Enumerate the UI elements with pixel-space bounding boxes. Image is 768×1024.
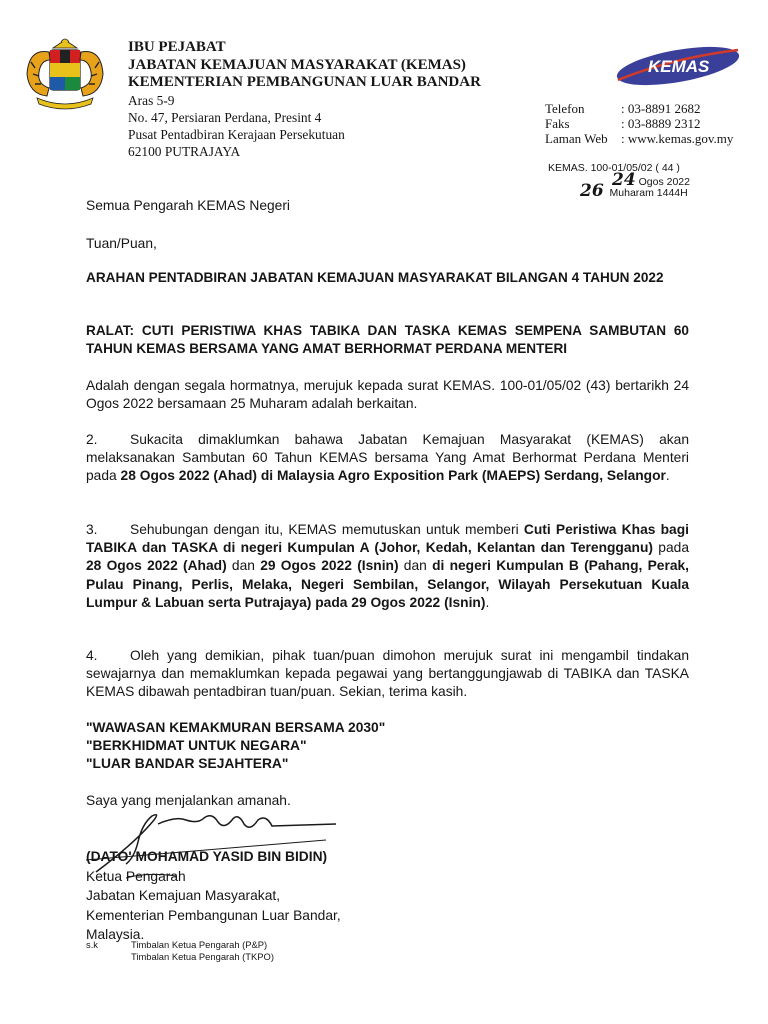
org-name-line3: KEMENTERIAN PEMBANGUNAN LUAR BANDAR — [128, 74, 481, 90]
address-line: 62100 PUTRAJAYA — [128, 143, 241, 159]
kemas-logo — [612, 40, 742, 90]
paragraph-number: 2. — [86, 432, 98, 447]
logo-text: KEMAS — [648, 57, 710, 76]
signatory-line: Malaysia. — [86, 927, 145, 942]
cc-label: s.k — [86, 939, 98, 950]
signatory-name: (DATO' MOHAMAD YASID BIN BIDIN) — [86, 849, 328, 864]
cc-recipient: Timbalan Ketua Pengarah (P&P) — [131, 939, 268, 950]
contact-row: Faks : 03-8889 2312 — [545, 116, 701, 131]
address-line: No. 47, Persiaran Perdana, Presint 4 — [128, 109, 322, 125]
paragraph-number: 4. — [86, 648, 98, 663]
paragraph-2: 2. Sukacita dimaklumkan bahawa Jabatan Kemajuan Masyarakat (KEMAS) akan melaksanakan Sambutan 60 Tahun KEMAS bersama Yang Amat Berhormat Perdana Menteri pada 28 Ogos 2022 (Ahad) di Malaysia Agro Exposition Park (MAEPS) Serdang, Selangor. — [86, 432, 689, 484]
signatory-line: Jabatan Kemajuan Masyarakat, — [86, 888, 281, 903]
contact-block — [545, 101, 733, 146]
paragraph-3: 3. Sehubungan dengan itu, KEMAS memutuskan untuk memberi Cuti Peristiwa Khas bagi TABIKA dan TASKA di negeri Kumpulan A (Johor, Kedah, Kelantan dan Terengganu) pada 28 Ogos 2022 (Ahad) dan 29 Ogos 2022 (Isnin) dan di negeri Kumpulan B (Pahang, Perak, Pulau Pinang, Perlis, Melaka, Negeri Sembilan, Selangor, Wilayah Persekutuan Kuala Lumpur & Labuan serta Putrajaya) pada 29 Ogos 2022 (Isnin). — [86, 522, 690, 610]
reference-block — [548, 162, 690, 199]
slogan: "WAWASAN KEMAKMURAN BERSAMA 2030" — [86, 720, 386, 735]
address-line: Aras 5-9 — [128, 92, 175, 108]
contact-row: Laman Web : www.kemas.gov.my — [545, 131, 734, 146]
signatory-line: Ketua Pengarah — [86, 868, 186, 884]
slogans — [86, 719, 689, 773]
address-line: Pusat Pentadbiran Kerajaan Persekutuan — [128, 126, 345, 142]
letterhead — [128, 39, 481, 160]
intro-paragraph: Adalah dengan segala hormatnya, merujuk kepada surat KEMAS. 100-01/05/02 (43) bertarikh 24 Ogos 2022 bersamaan 25 Muharam adalah berkaitan. — [86, 378, 689, 412]
signatory-block — [86, 847, 689, 945]
reference-number: KEMAS. 100-01/05/02 ( 44 ) — [548, 162, 680, 174]
cc-recipient: Timbalan Ketua Pengarah (TKPO) — [131, 951, 274, 962]
org-name-line1: IBU PEJABAT — [128, 39, 226, 55]
cc-block — [86, 939, 274, 963]
letter-subject: RALAT: CUTI PERISTIWA KHAS TABIKA DAN TASKA KEMAS SEMPENA SAMBUTAN 60 TAHUN KEMAS BERSAMA YANG AMAT BERHORMAT PERDANA MENTERI — [86, 323, 689, 357]
closing-line: Saya yang menjalankan amanah. — [86, 793, 291, 808]
contact-row: Telefon : 03-8891 2682 — [545, 101, 701, 116]
slogan: "LUAR BANDAR SEJAHTERA" — [86, 756, 289, 771]
paragraph-4: 4. Oleh yang demikian, pihak tuan/puan dimohon merujuk surat ini mengambil tindakan sewajarnya dan memaklumkan kepada pegawai yang bertanggungjawab di TABIKA dan TASKA KEMAS dibawah pentadbiran tuan/puan. Sekian, terima kasih. — [86, 648, 689, 700]
org-name-line2: JABATAN KEMAJUAN MASYARAKAT (KEMAS) — [128, 56, 466, 73]
hijri-date: 26 Muharam 1444H — [580, 181, 688, 201]
salutation: Tuan/Puan, — [86, 236, 157, 251]
paragraph-number: 3. — [86, 522, 98, 537]
malaysia-coat-of-arms-icon — [17, 38, 113, 114]
slogan: "BERKHIDMAT UNTUK NEGARA" — [86, 738, 307, 753]
letter-title: ARAHAN PENTADBIRAN JABATAN KEMAJUAN MASYARAKAT BILANGAN 4 TAHUN 2022 — [86, 270, 664, 285]
signatory-line: Kementerian Pembangunan Luar Bandar, — [86, 907, 341, 923]
letter-date: 24 Ogos 2022 — [612, 170, 690, 190]
recipient: Semua Pengarah KEMAS Negeri — [86, 198, 290, 213]
